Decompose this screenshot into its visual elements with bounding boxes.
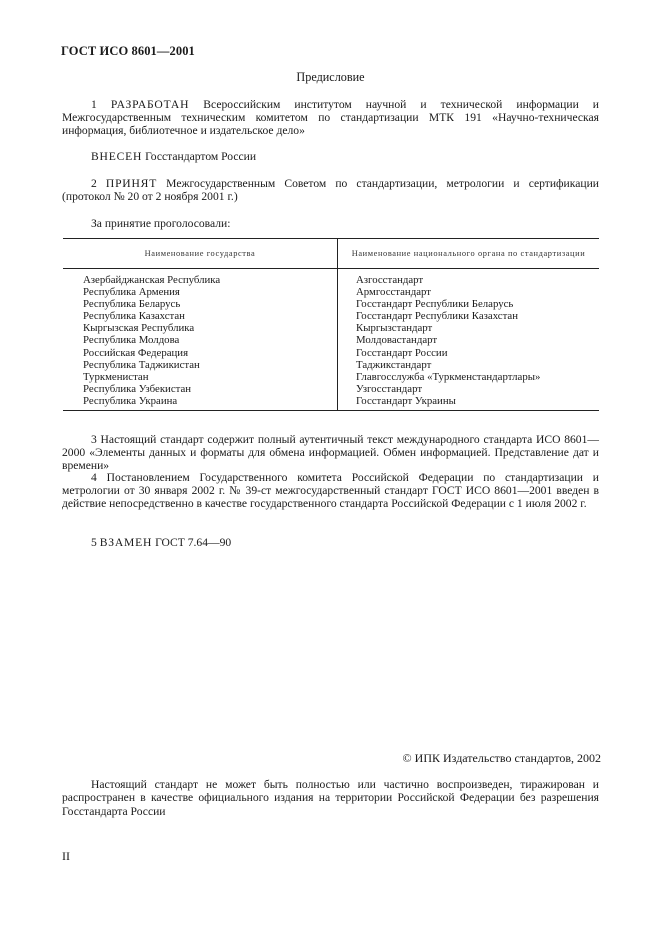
standards-body-cell: Главгосслужба «Туркменстандартлары»	[356, 370, 541, 383]
table-row	[63, 359, 599, 371]
table-header-row	[63, 239, 599, 269]
table-body	[63, 269, 599, 411]
paragraph-3: 3 Настоящий стандарт содержит полный аутентичный текст международного стандарта ИСО 8601—2000 «Элементы данных и форматы для обмена информацией. Обмен информацией. Представление дат и времени»	[62, 433, 599, 473]
standards-body-cell: Молдовастандарт	[356, 334, 438, 347]
paragraph-vnesen-text: Госстандартом России	[145, 150, 257, 163]
paragraph-5-keyword: ВЗАМЕН	[99, 536, 153, 549]
table-row	[63, 269, 599, 287]
copyright-notice: © ИПК Издательство стандартов, 2002	[402, 751, 601, 765]
table-row	[63, 286, 599, 298]
paragraph-vnesen-keyword: ВНЕСЕН	[91, 150, 143, 163]
paragraph-5-text: ГОСТ 7.64—90	[155, 536, 232, 549]
voting-states-table	[63, 238, 599, 411]
state-name-cell: Республика Казахстан	[63, 310, 338, 322]
standards-body-cell: Кыргызстандарт	[356, 322, 433, 335]
page-number: II	[62, 849, 70, 863]
state-name-cell: Республика Таджикистан	[63, 359, 338, 371]
paragraph-2-number: 2	[91, 177, 97, 190]
state-name-cell: Республика Украина	[63, 395, 338, 411]
paragraph-1-text: Всероссийским институтом научной и технической информации и Межгосударственным техническим комитетом по стандартизации МТК 191 «Научно-техническая информация, библиотечное и издательское дело»	[62, 98, 600, 138]
paragraph-5-number: 5	[91, 536, 97, 549]
table-row	[63, 310, 599, 322]
table-row	[63, 371, 599, 383]
paragraph-1	[62, 98, 599, 138]
standards-body-cell: Таджикстандарт	[356, 358, 432, 371]
standards-body-cell: Госстандарт Республики Беларусь	[356, 298, 514, 311]
state-name-cell: Российская Федерация	[63, 347, 338, 359]
paragraph-1-keyword: РАЗРАБОТАН	[110, 98, 190, 111]
paragraph-1-number: 1	[91, 98, 97, 111]
paragraph-2-text: Межгосударственным Советом по стандартизации, метрологии и сертификации (протокол № 20 от 2 ноября 2001 г.)	[62, 177, 599, 204]
vote-intro: За принятие проголосовали:	[91, 217, 231, 230]
reproduction-notice: Настоящий стандарт не может быть полностью или частично воспроизведен, тиражирован и распространен в качестве официального издания на территории Российской Федерации без разрешения Госстандарта России	[62, 778, 599, 818]
table-row	[63, 322, 599, 334]
standards-body-cell: Узгосстандарт	[356, 382, 423, 395]
table-row	[63, 395, 599, 411]
table-header-standards-body: Наименование национального органа по стандартизации	[338, 239, 600, 269]
table-row	[63, 347, 599, 359]
page-title: Предисловие	[296, 70, 365, 84]
standards-body-cell: Госстандарт России	[356, 346, 448, 359]
standards-body-cell: Азгосстандарт	[356, 274, 424, 286]
paragraph-2	[62, 177, 599, 203]
state-name-cell: Республика Армения	[63, 286, 338, 298]
standards-body-cell: Госстандарт Республики Казахстан	[356, 310, 518, 323]
table-row	[63, 334, 599, 346]
paragraph-5	[62, 536, 599, 549]
standards-body-cell: Армгосстандарт	[356, 286, 431, 299]
paragraph-4: 4 Постановлением Государственного комитета Российской Федерации по стандартизации и метрологии от 30 января 2002 г. № 39-ст межгосударственный стандарт ГОСТ ИСО 8601—2001 введен в действие непосредственно в качестве государственного стандарта Российской Федерации с 1 июля 2002 г.	[62, 471, 599, 511]
document-code-header: ГОСТ ИСО 8601—2001	[61, 44, 195, 58]
state-name-cell: Азербайджанская Республика	[63, 269, 338, 287]
paragraph-2-keyword: ПРИНЯТ	[105, 177, 158, 190]
state-name-cell: Туркменистан	[63, 371, 338, 383]
table-row	[63, 298, 599, 310]
table-header-state: Наименование государства	[63, 239, 338, 269]
table-row	[63, 383, 599, 395]
state-name-cell: Республика Беларусь	[63, 298, 338, 310]
state-name-cell: Республика Молдова	[63, 334, 338, 346]
paragraph-vnesen	[62, 150, 599, 163]
state-name-cell: Республика Узбекистан	[63, 383, 338, 395]
state-name-cell: Кыргызская Республика	[63, 322, 338, 334]
standards-body-cell: Госстандарт Украины	[338, 395, 600, 411]
